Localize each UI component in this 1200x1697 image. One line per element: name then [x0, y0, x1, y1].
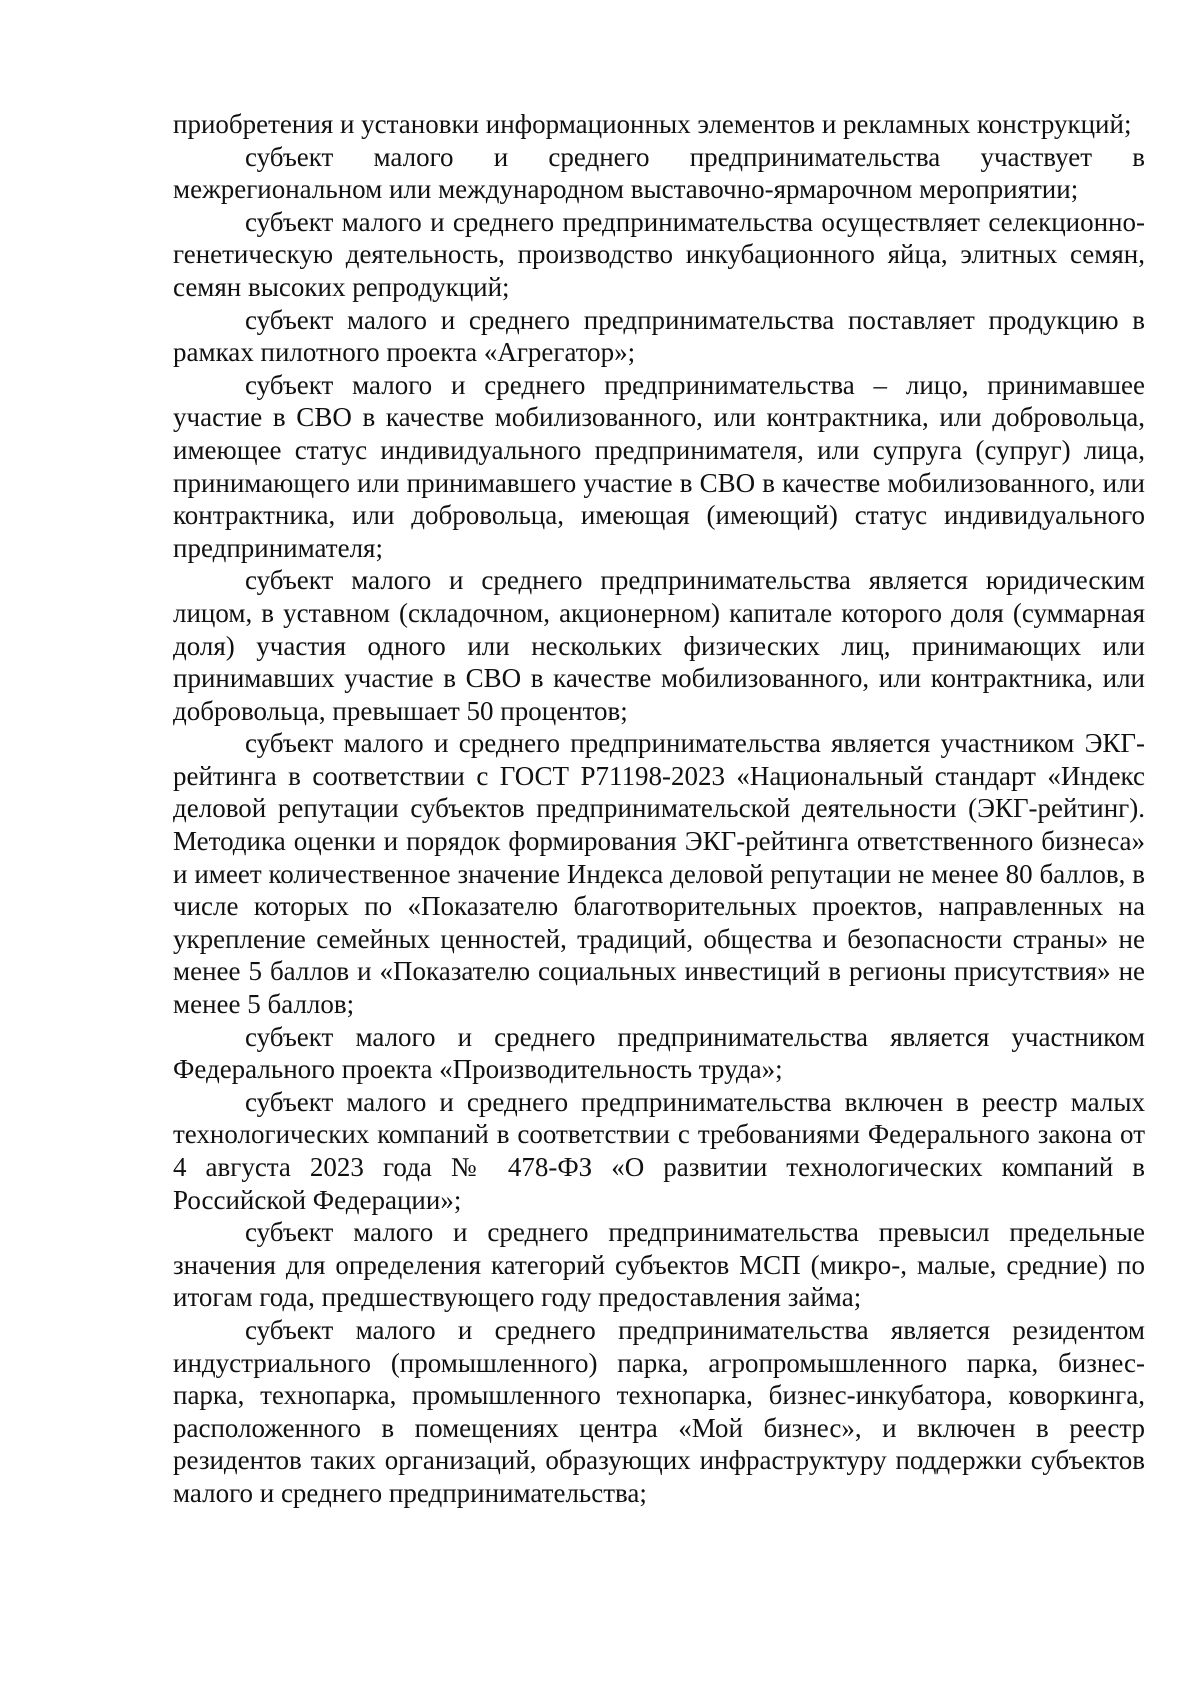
- paragraph-msp-limits: субъект малого и среднего предпринимательства превысил предельные значения для определения категорий субъектов МСП (микро-, малые, средние) по итогам года, предшествующего году предоставления займа;: [173, 1217, 1145, 1313]
- paragraph-continuation: приобретения и установки информационных элементов и рекламных конструкций;: [173, 109, 1132, 139]
- paragraph-exhibition: субъект малого и среднего предпринимательства участвует в межрегиональном или международном выставочно-ярмарочном мероприятии;: [173, 141, 1145, 205]
- paragraph-labor-productivity: субъект малого и среднего предпринимательства является участником Федерального проекта «Производительность труда»;: [173, 1021, 1145, 1085]
- paragraph-tech-companies-registry: субъект малого и среднего предпринимательства включен в реестр малых технологических компаний в соответствии с требованиями Федерального закона от 4 августа 2023 года № 478-ФЗ «О развитии технологических компаний в Российской Федерации»;: [173, 1086, 1145, 1215]
- document-page: [173, 108, 1145, 1510]
- paragraph-svo-participant: субъект малого и среднего предпринимательства – лицо, принимавшее участие в СВО в качестве мобилизованного, или контрактника, или добровольца, имеющее статус индивидуального предпринимателя, или супруга (супруг) лица, принимающего или принимавшего участие в СВО в качестве мобилизованного, или контрактника, или добровольца, имеющая (имеющий) статус индивидуального предпринимателя;: [173, 369, 1145, 563]
- paragraph-legal-entity-svo: субъект малого и среднего предпринимательства является юридическим лицом, в уставном (складочном, акционерном) капитале которого доля (суммарная доля) участия одного или нескольких физических лиц, принимающих или принимавших участие в СВО в качестве мобилизованного, или контрактника, или добровольца, превышает 50 процентов;: [173, 565, 1145, 726]
- paragraph-ekg-rating: субъект малого и среднего предпринимательства является участником ЭКГ-рейтинга в соответствии с ГОСТ Р71198-2023 «Национальный стандарт «Индекс деловой репутации субъектов предпринимательской деятельности (ЭКГ-рейтинг). Методика оценки и порядок формирования ЭКГ-рейтинга ответственного бизнеса» и имеет количественное значение Индекса деловой репутации не менее 80 баллов, в числе которых по «Показателю благотворительных проектов, направленных на укрепление семейных ценностей, традиций, общества и безопасности страны» не менее 5 баллов и «Показателю социальных инвестиций в регионы присутствия» не менее 5 баллов;: [173, 728, 1145, 1020]
- paragraph-aggregator: субъект малого и среднего предпринимательства поставляет продукцию в рамках пилотного проекта «Агрегатор»;: [173, 304, 1145, 368]
- paragraph-selection-genetics: субъект малого и среднего предпринимательства осуществляет селекционно-генетическую деятельность, производство инкубационного яйца, элитных семян, семян высоких репродукций;: [173, 206, 1145, 302]
- paragraph-park-resident: субъект малого и среднего предпринимательства является резидентом индустриального (промышленного) парка, агропромышленного парка, бизнес-парка, технопарка, промышленного технопарка, бизнес-инкубатора, коворкинга, расположенного в помещениях центра «Мой бизнес», и включен в реестр резидентов таких организаций, образующих инфраструктуру поддержки субъектов малого и среднего предпринимательства;: [173, 1314, 1145, 1508]
